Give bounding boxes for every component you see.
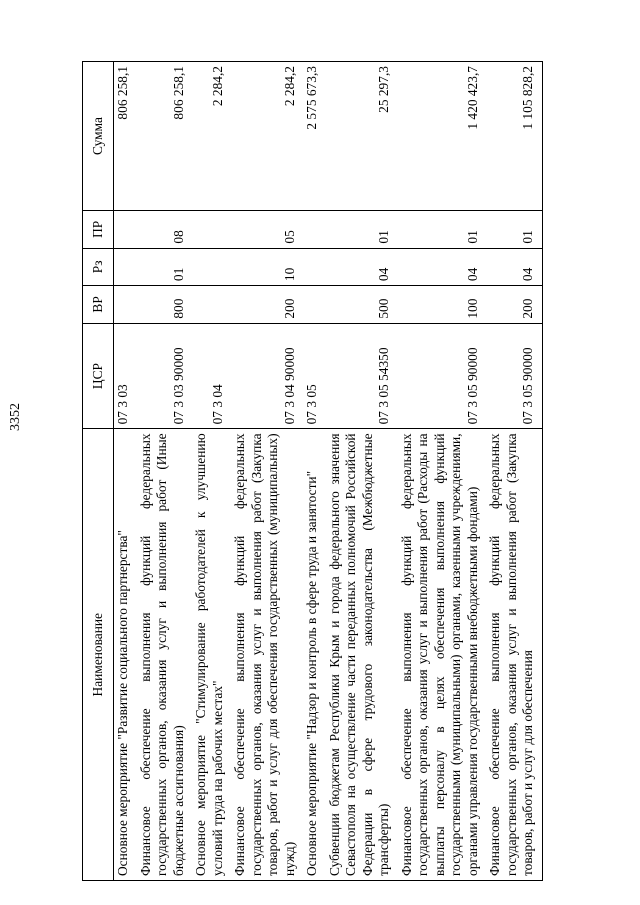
- table-row: [486, 62, 542, 881]
- header-pr: ПР: [83, 211, 114, 249]
- row-name: Основное мероприятие "Развитие социального партнерства": [114, 429, 137, 881]
- row-vr: 500: [326, 286, 398, 324]
- row-pr: 01: [486, 211, 542, 249]
- row-pr: 01: [326, 211, 398, 249]
- row-sum: 25 297,3: [326, 62, 398, 211]
- row-name: Финансовое обеспечение выполнения функций федеральных государственных органов, оказания услуг и выполнения работ (Закупка товаров, работ и услуг для обеспечения государственных (муниципальных) нужд): [231, 429, 303, 881]
- row-name: Финансовое обеспечение выполнения функций федеральных государственных органов, оказания услуг и выполнения работ (Расходы на выплаты персоналу в целях обеспечения выполнения функций государственными (муниципальными) органами, казенными учреждениями, органами управления государственными внебюджетными фондами): [398, 429, 487, 881]
- row-rz: 04: [486, 248, 542, 286]
- row-sum: 2 284,2: [192, 62, 231, 211]
- row-vr: [192, 286, 231, 324]
- rotated-page-content: [82, 61, 612, 881]
- table-header-row: [83, 62, 114, 881]
- row-csr: 07 3 04: [192, 323, 231, 429]
- table-row: [398, 62, 487, 881]
- table-row: [326, 62, 398, 881]
- row-name: Субвенции бюджетам Республики Крым и города федерального значения Севастополя на осуществление части переданных полномочий Российской Федерации в сфере трудового законодательства (Межбюджетные трансферты): [326, 429, 398, 881]
- row-pr: [303, 211, 326, 249]
- row-csr: 07 3 03 90000: [137, 323, 193, 429]
- header-csr: ЦСР: [83, 323, 114, 429]
- header-sum: Сумма: [83, 62, 114, 211]
- page-number: 3352: [8, 403, 23, 431]
- row-vr: 800: [137, 286, 193, 324]
- row-rz: 10: [231, 248, 303, 286]
- row-csr: 07 3 05 90000: [486, 323, 542, 429]
- row-pr: 01: [398, 211, 487, 249]
- row-vr: 100: [398, 286, 487, 324]
- header-rz: Рз: [83, 248, 114, 286]
- row-rz: [192, 248, 231, 286]
- row-pr: [192, 211, 231, 249]
- row-rz: 04: [398, 248, 487, 286]
- budget-table: [82, 61, 543, 881]
- row-sum: 806 258,1: [114, 62, 137, 211]
- row-csr: 07 3 05 90000: [398, 323, 487, 429]
- row-pr: [114, 211, 137, 249]
- row-csr: 07 3 03: [114, 323, 137, 429]
- row-sum: 2 284,2: [231, 62, 303, 211]
- row-pr: 08: [137, 211, 193, 249]
- row-sum: 1 105 828,2: [486, 62, 542, 211]
- row-vr: 200: [231, 286, 303, 324]
- row-csr: 07 3 04 90000: [231, 323, 303, 429]
- row-vr: [114, 286, 137, 324]
- row-sum: 806 258,1: [137, 62, 193, 211]
- header-vr: ВР: [83, 286, 114, 324]
- table-row: [114, 62, 137, 881]
- row-sum: 2 575 673,3: [303, 62, 326, 211]
- row-name: Финансовое обеспечение выполнения функций федеральных государственных органов, оказания услуг и выполнения работ (Закупка товаров, работ и услуг для обеспечения: [486, 429, 542, 881]
- table-row: [192, 62, 231, 881]
- header-name: Наименование: [83, 429, 114, 881]
- row-csr: 07 3 05 54350: [326, 323, 398, 429]
- table-row: [137, 62, 193, 881]
- row-name: Финансовое обеспечение выполнения функций федеральных государственных органов, оказания услуг и выполнения работ (Иные бюджетные ассигнования): [137, 429, 193, 881]
- table-row: [303, 62, 326, 881]
- row-name: Основное мероприятие "Стимулирование работодателей к улучшению условий труда на рабочих местах": [192, 429, 231, 881]
- row-pr: 05: [231, 211, 303, 249]
- row-name: Основное мероприятие "Надзор и контроль в сфере труда и занятости": [303, 429, 326, 881]
- row-rz: [303, 248, 326, 286]
- row-rz: 01: [137, 248, 193, 286]
- row-rz: 04: [326, 248, 398, 286]
- row-vr: [303, 286, 326, 324]
- row-csr: 07 3 05: [303, 323, 326, 429]
- row-rz: [114, 248, 137, 286]
- table-row: [231, 62, 303, 881]
- row-sum: 1 420 423,7: [398, 62, 487, 211]
- row-vr: 200: [486, 286, 542, 324]
